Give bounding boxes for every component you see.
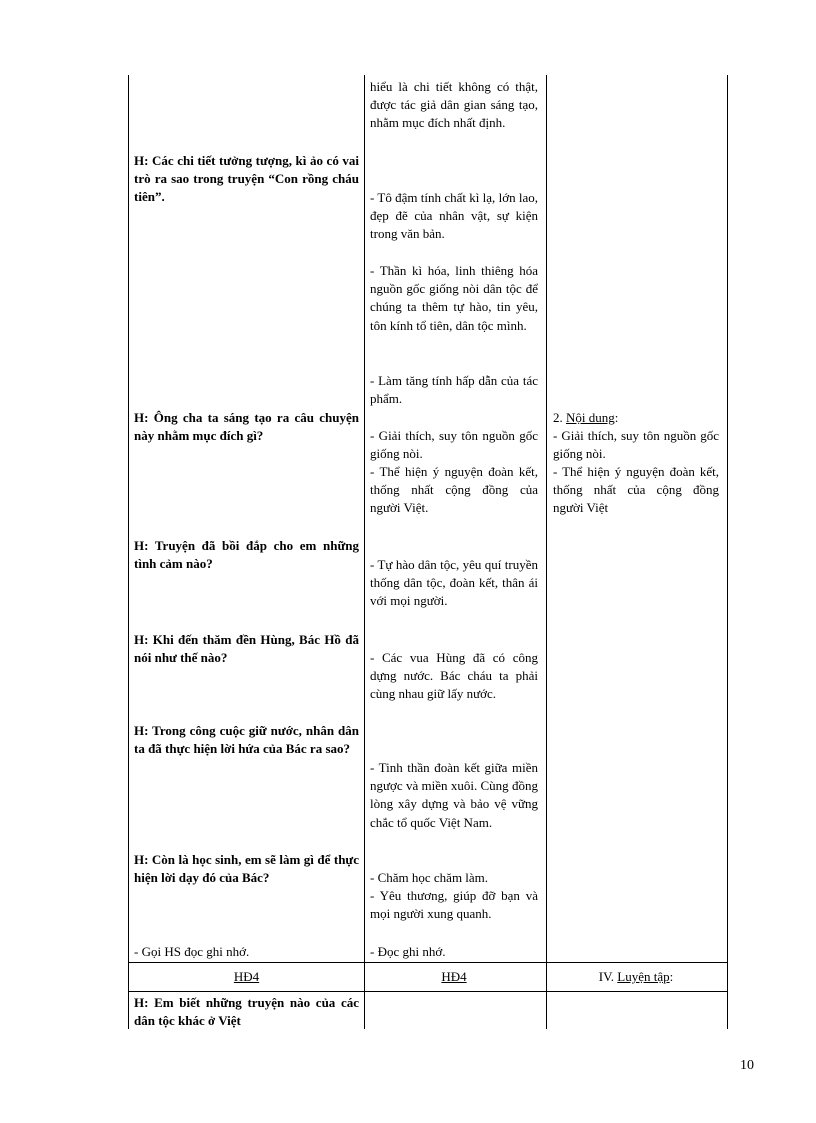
table-border-right [727,75,728,1029]
section-number: IV. [598,969,615,984]
question-cell: H: Truyện đã bồi đắp cho em những tình cảm nào? [134,538,359,572]
question-cell: H: Các chi tiết tưởng tượng, kì ảo có vai trò ra sao trong truyện “Con rồng cháu tiên”. [134,153,359,205]
question-cell: H: Trong công cuộc giữ nước, nhân dân ta đã thực hiện lời hứa của Bác ra sao? [134,723,359,757]
row-divider-bottom [128,991,728,992]
question-cell: H: Khi đến thăm đền Hùng, Bác Hồ đã nói như thế nào? [134,632,359,666]
answer-cell: - Thể hiện ý nguyện đoàn kết, thống nhất cộng đồng của người Việt. [370,464,538,516]
question-cell: H: Ông cha ta sáng tạo ra câu chuyện này nhằm mục đích gì? [134,410,359,444]
activity-cell: - Đọc ghi nhớ. [370,944,446,959]
content-cell: - Giải thích, suy tôn nguồn gốc giống nòi. [553,428,719,462]
answer-cell: - Làm tăng tính hấp dẫn của tác phẩm. [370,373,538,407]
answer-cell: - Chăm học chăm làm. [370,870,489,885]
page-number: 10 [740,1058,754,1073]
answer-cell: - Tô đậm tính chất kì lạ, lớn lao, đẹp đẽ của nhân vật, sự kiện trong văn bản. [370,190,538,242]
section-heading [553,968,719,986]
activity-label: HĐ4 [233,969,260,984]
section-heading [553,409,719,427]
question-cell: H: Em biết những truyện nào của các dân tộc khác ở Việt [134,995,359,1029]
answer-cell: - Tự hào dân tộc, yêu quí truyền thống dân tộc, đoàn kết, thân ái với mọi người. [370,557,538,609]
answer-cell: - Thần kì hóa, linh thiêng hóa nguồn gốc giống nòi dân tộc để chúng ta thêm tự hào, tin yêu, tôn kính tổ tiên, dân tộc mình. [370,263,538,333]
row-divider-top [128,962,728,963]
answer-cell: - Giải thích, suy tôn nguồn gốc giống nòi. [370,428,538,462]
activity-label: HĐ4 [441,969,467,984]
section-colon: : [614,410,619,425]
table-border-col2 [546,75,547,1029]
table-border-left [128,75,129,1029]
table-border-col1 [364,75,365,1029]
activity-cell: - Gọi HS đọc ghi nhớ. [134,944,250,959]
answer-cell: - Yêu thương, giúp đỡ bạn và mọi người xung quanh. [370,888,538,922]
answer-cell: - Tinh thần đoàn kết giữa miền ngược và miền xuôi. Cùng đồng lòng xây dựng và bảo vệ vững chắc tổ quốc Việt Nam. [370,760,538,830]
answer-cell: - Các vua Hùng đã có công dựng nước. Bác cháu ta phải cùng nhau giữ lấy nước. [370,650,538,702]
section-colon: : [669,969,674,984]
section-title: Nội dung [566,410,615,425]
answer-cell: hiểu là chi tiết không có thật, được tác giả dân gian sáng tạo, nhằm mục đích nhất định. [370,79,538,131]
section-number: 2. [553,410,563,425]
section-title: Luyện tập [617,969,670,984]
content-cell: - Thể hiện ý nguyện đoàn kết, thống nhất của cộng đồng người Việt [553,464,719,516]
question-cell: H: Còn là học sinh, em sẽ làm gì để thực hiện lời dạy đó của Bác? [134,852,359,886]
